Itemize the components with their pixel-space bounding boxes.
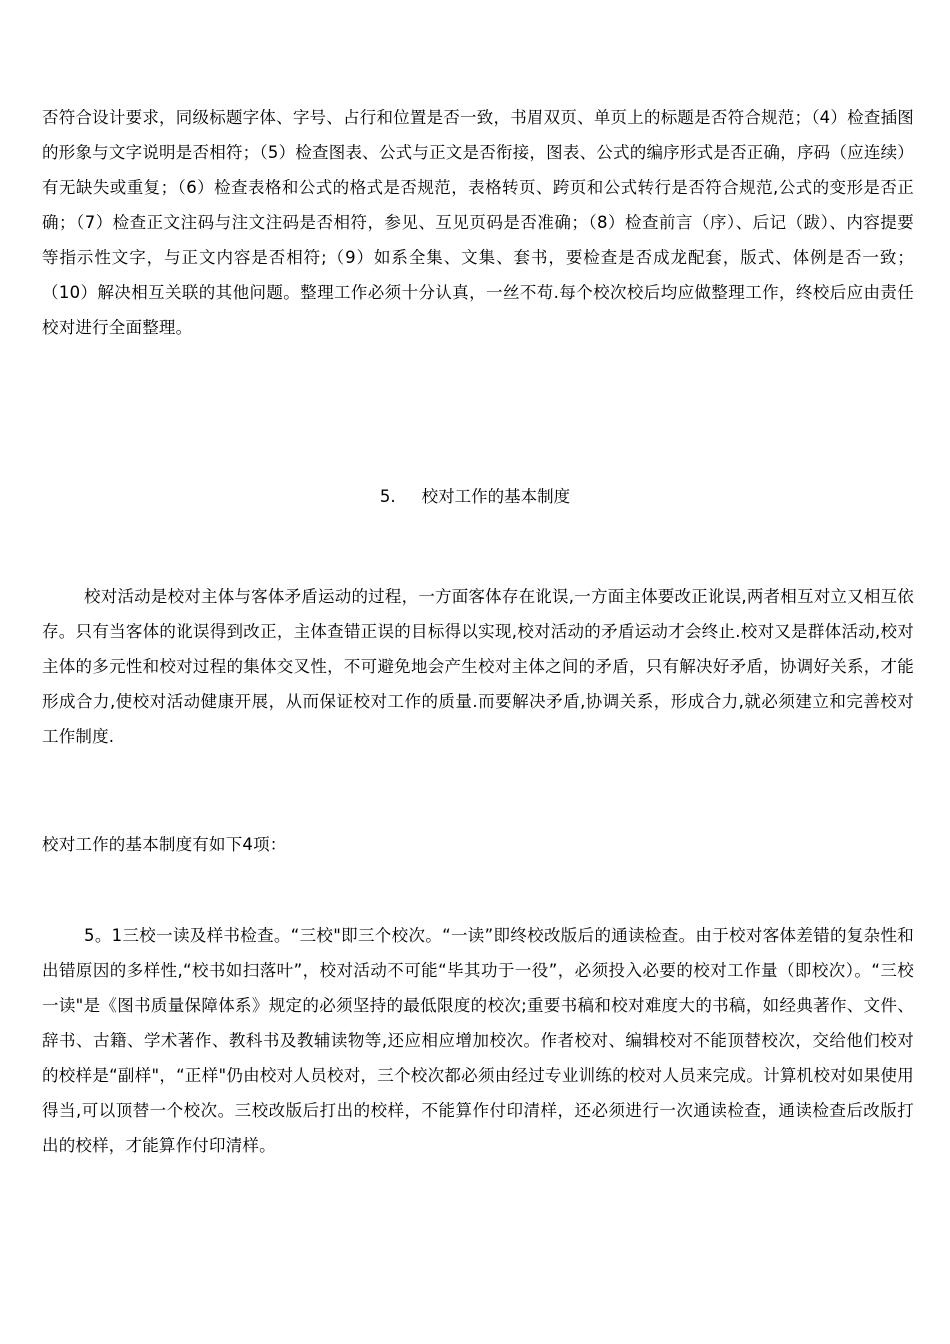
section-heading-title: 校对工作的基本制度 [421,487,571,506]
paragraph-continued: 否符合设计要求，同级标题字体、字号、占行和位置是否一致，书眉双页、单页上的标题是否符合规范；（4）检查插图的形象与文字说明是否相符；（5）检查图表、公式与正文是否衔接，图表、公式的编序形式是否正确，序码（应连续）有无缺失或重复；（6）检查表格和公式的格式是否规范，表格转页、跨页和公式转行是否符合规范,公式的变形是否正确；（7）检查正文注码与注文注码是否相符，参见、互见页码是否准确；（8）检查前言（序）、后记（跋）、内容提要等指示性文字，与正文内容是否相符;（9）如系全集、文集、套书，要检查是否成龙配套，版式、体例是否一致；（10）解决相互关联的其他问题。整理工作必须十分认真，一丝不苟.每个校次校后均应做整理工作，终校后应由责任校对进行全面整理。 [42,108,914,337]
paragraph-count: 校对工作的基本制度有如下4项： [42,835,287,854]
section-heading-number: 5. [379,487,396,506]
paragraph-intro: 校对活动是校对主体与客体矛盾运动的过程，一方面客体存在讹误,一方面主体要改正讹误,两者相互对立又相互依存。只有当客体的讹误得到改正，主体查错正误的目标得以实现,校对活动的矛盾运动才会终止.校对又是群体活动,校对主体的多元性和校对过程的集体交叉性，不可避免地会产生校对主体之间的矛盾，只有解决好矛盾，协调好关系，才能形成合力,使校对活动健康开展，从而保证校对工作的质量.而要解决矛盾,协调关系，形成合力,就必须建立和完善校对工作制度. [42,587,914,746]
section-heading [0,479,950,514]
paragraph-5-1: 5。1三校一读及样书检查。“三校"即三个校次。“一读”即终校改版后的通读检查。由于校对客体差错的复杂性和出错原因的多样性,“校书如扫落叶”，校对活动不可能“毕其功于一役”，必须投入必要的校对工作量（即校次）。“三校一读"是《图书质量保障体系》规定的必须坚持的最低限度的校次;重要书稿和校对难度大的书稿，如经典著作、文件、辞书、古籍、学术著作、教科书及教辅读物等,还应相应增加校次。作者校对、编辑校对不能顶替校次，交给他们校对的校样是“副样"，“正样"仍由校对人员校对，三个校次都必须由经过专业训练的校对人员来完成。计算机校对如果使用得当,可以顶替一个校次。三校改版后打出的校样，不能算作付印清样，还必须进行一次通读检查，通读检查后改版打出的校样，才能算作付印清样。 [42,926,914,1155]
